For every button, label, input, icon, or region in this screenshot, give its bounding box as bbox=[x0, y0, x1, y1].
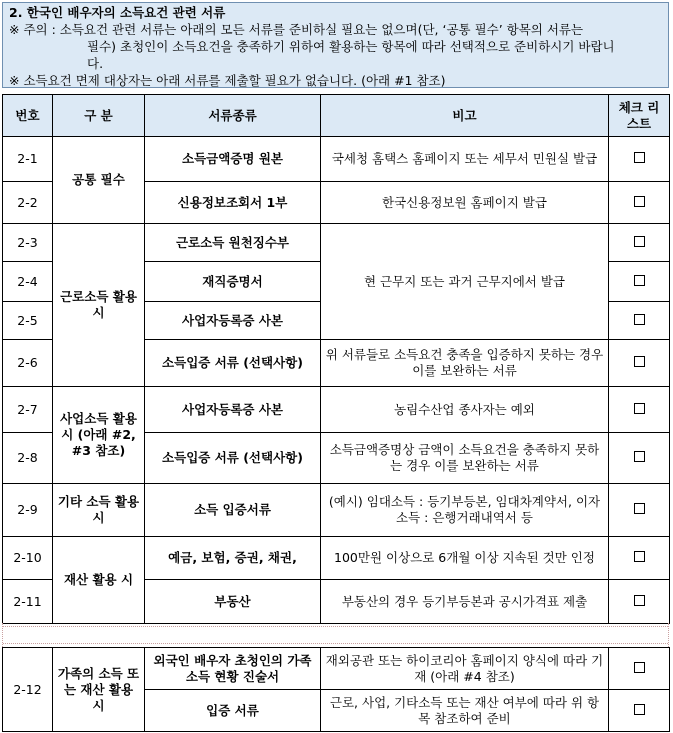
doc-name: 입증 서류 bbox=[145, 690, 321, 732]
category-business: 사업소득 활용 시 (아래 #2, #3 참조) bbox=[53, 387, 145, 484]
doc-name: 소득입증 서류 (선택사항) bbox=[145, 433, 321, 484]
checkbox[interactable] bbox=[634, 551, 645, 562]
table-row bbox=[3, 484, 670, 537]
checklist-cell[interactable] bbox=[609, 387, 670, 433]
gap-divider bbox=[3, 643, 668, 644]
checkbox[interactable] bbox=[634, 196, 645, 207]
remark: 한국신용정보원 홈페이지 발급 bbox=[321, 182, 609, 224]
remark-labor: 현 근무지 또는 과거 근무지에서 발급 bbox=[321, 224, 609, 340]
checklist-cell[interactable] bbox=[609, 302, 670, 340]
checklist-cell[interactable] bbox=[609, 690, 670, 732]
table-row bbox=[3, 387, 670, 433]
doc-name: 근로소득 원천징수부 bbox=[145, 224, 321, 262]
checkbox[interactable] bbox=[634, 503, 645, 514]
checklist-cell[interactable] bbox=[609, 580, 670, 624]
doc-name: 예금, 보험, 증권, 채권, bbox=[145, 537, 321, 580]
checklist-cell[interactable] bbox=[609, 648, 670, 690]
category-other: 기타 소득 활용 시 bbox=[53, 484, 145, 537]
doc-name: 사업자등록증 사본 bbox=[145, 387, 321, 433]
checklist-cell[interactable] bbox=[609, 433, 670, 484]
doc-name: 부동산 bbox=[145, 580, 321, 624]
checkbox[interactable] bbox=[634, 704, 645, 715]
notice-line-3: 다. bbox=[87, 56, 104, 71]
remark-property-deposit: 100만원 이상으로 6개월 이상 지속된 것만 인정 bbox=[321, 537, 609, 580]
checklist-cell[interactable] bbox=[609, 137, 670, 182]
col-header-no: 번호 bbox=[3, 95, 53, 137]
family-documents-table bbox=[2, 647, 670, 732]
category-property: 재산 활용 시 bbox=[53, 537, 145, 624]
checkbox[interactable] bbox=[634, 152, 645, 163]
doc-name: 소득금액증명 원본 bbox=[145, 137, 321, 182]
doc-name: 소득입증 서류 (선택사항) bbox=[145, 340, 321, 387]
checklist-cell[interactable] bbox=[609, 340, 670, 387]
checkbox[interactable] bbox=[634, 595, 645, 606]
category-family: 가족의 소득 또는 재산 활용 시 bbox=[53, 648, 145, 732]
category-labor: 근로소득 활용 시 bbox=[53, 224, 145, 387]
remark: 위 서류들로 소득요건 충족을 입증하지 못하는 경우 이를 보완하는 서류 bbox=[321, 340, 609, 387]
row-number: 2-10 bbox=[3, 537, 53, 580]
notice-line-1: ※ 주의 : 소득요건 관련 서류는 아래의 모든 서류를 준비하실 필요는 없으며(단, ‘공통 필수’ 항목의 서류는 bbox=[9, 22, 584, 37]
notice-header bbox=[2, 2, 669, 88]
doc-name: 소득 입증서류 bbox=[145, 484, 321, 537]
documents-table bbox=[2, 94, 670, 624]
row-number: 2-2 bbox=[3, 182, 53, 224]
row-number: 2-9 bbox=[3, 484, 53, 537]
remark: (예시) 임대소득 : 등기부등본, 임대차계약서, 이자소득 : 은행거래내역서 등 bbox=[321, 484, 609, 537]
remark-property-real-estate: 부동산의 경우 등기부등본과 공시가격표 제출 bbox=[321, 580, 609, 624]
row-number: 2-8 bbox=[3, 433, 53, 484]
doc-name: 사업자등록증 사본 bbox=[145, 302, 321, 340]
doc-name: 외국인 배우자 초청인의 가족소득 현황 진술서 bbox=[145, 648, 321, 690]
doc-name: 재직증명서 bbox=[145, 262, 321, 302]
col-header-check: 체크 리스트 bbox=[609, 95, 670, 137]
checklist-cell[interactable] bbox=[609, 484, 670, 537]
gap-divider bbox=[3, 626, 668, 627]
table-row bbox=[3, 137, 670, 182]
checklist-cell[interactable] bbox=[609, 537, 670, 580]
row-number: 2-4 bbox=[3, 262, 53, 302]
section-title: 2. 한국인 배우자의 소득요건 관련 서류 bbox=[9, 5, 226, 20]
remark: 국세청 홈택스 홈페이지 또는 세무서 민원실 발급 bbox=[321, 137, 609, 182]
remark: 소득금액증명상 금액이 소득요건을 충족하지 못하는 경우 이를 보완하는 서류 bbox=[321, 433, 609, 484]
remark: 농림수산업 종사자는 예외 bbox=[321, 387, 609, 433]
col-header-doc: 서류종류 bbox=[145, 95, 321, 137]
checkbox[interactable] bbox=[634, 451, 645, 462]
checkbox[interactable] bbox=[634, 314, 645, 325]
row-number: 2-11 bbox=[3, 580, 53, 624]
category-common: 공통 필수 bbox=[53, 137, 145, 224]
table-row bbox=[3, 224, 670, 262]
remark: 재외공관 또는 하이코리아 홈페이지 양식에 따라 기재 (아래 #4 참조) bbox=[321, 648, 609, 690]
col-header-remark: 비고 bbox=[321, 95, 609, 137]
checklist-cell[interactable] bbox=[609, 262, 670, 302]
notice-line-2: 필수) 초청인이 소득요건을 충족하기 위하여 활용하는 항목에 따라 선택적으로 준비하시기 바랍니 bbox=[87, 39, 615, 54]
checkbox[interactable] bbox=[634, 275, 645, 286]
row-number: 2-3 bbox=[3, 224, 53, 262]
checklist-cell[interactable] bbox=[609, 182, 670, 224]
table-header-row bbox=[3, 95, 670, 137]
row-number: 2-1 bbox=[3, 137, 53, 182]
table-row bbox=[3, 648, 670, 690]
row-number: 2-12 bbox=[3, 648, 53, 732]
checkbox[interactable] bbox=[634, 236, 645, 247]
row-number: 2-7 bbox=[3, 387, 53, 433]
notice-line-4: ※ 소득요건 면제 대상자는 아래 서류를 제출할 필요가 없습니다. (아래 #1 참조) bbox=[9, 73, 446, 88]
checkbox[interactable] bbox=[634, 403, 645, 414]
doc-name: 신용정보조회서 1부 bbox=[145, 182, 321, 224]
table-gap bbox=[2, 623, 669, 647]
row-number: 2-6 bbox=[3, 340, 53, 387]
remark: 근로, 사업, 기타소득 또는 재산 여부에 따라 위 항목 참조하여 준비 bbox=[321, 690, 609, 732]
col-header-category: 구 분 bbox=[53, 95, 145, 137]
checklist-cell[interactable] bbox=[609, 224, 670, 262]
row-number: 2-5 bbox=[3, 302, 53, 340]
table-row bbox=[3, 537, 670, 580]
checkbox[interactable] bbox=[634, 662, 645, 673]
checkbox[interactable] bbox=[634, 356, 645, 367]
